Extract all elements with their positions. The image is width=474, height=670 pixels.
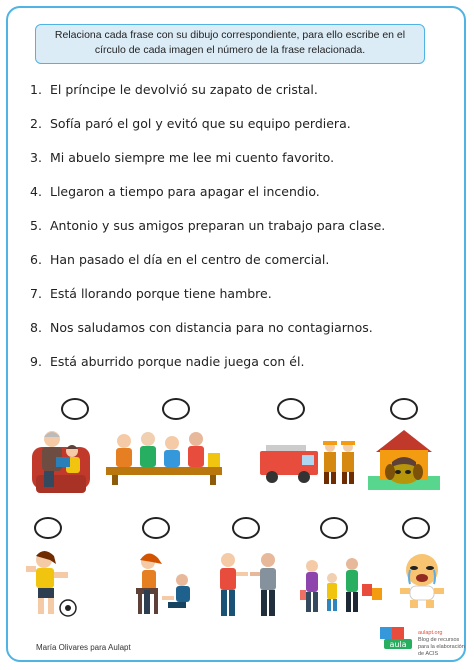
blog-description: Blog de recursos para la elaboración de ACIS (418, 637, 465, 657)
answer-circle-4[interactable] (390, 398, 418, 420)
sentence-item (30, 314, 450, 348)
aulapt-logo-icon (380, 625, 414, 651)
sentence-text: Llegaron a tiempo para apagar el incendio. (50, 184, 320, 199)
grandpa-reading-icon (30, 425, 92, 497)
sentence-text: Antonio y sus amigos preparan un trabajo para clase. (50, 218, 386, 233)
sentence-item (30, 246, 450, 280)
answer-circle-7[interactable] (232, 517, 260, 539)
sentence-text: Mi abuelo siempre me lee mi cuento favorito. (50, 150, 335, 165)
kids-classroom-icon (104, 427, 224, 485)
prince-shoe-icon (118, 550, 208, 620)
sentence-item (30, 110, 450, 144)
answer-circle-9[interactable] (402, 517, 430, 539)
answer-circle-3[interactable] (277, 398, 305, 420)
sentence-item (30, 348, 450, 382)
sentence-number: 4. (30, 184, 42, 199)
author-credit: María Olivares para Aulapt (36, 643, 131, 652)
sentence-item (30, 280, 450, 314)
sentence-number: 1. (30, 82, 42, 97)
logo-text: aula (389, 640, 407, 649)
sentence-item (30, 178, 450, 212)
sad-dog-icon (368, 428, 440, 490)
sentence-text: El príncipe le devolvió su zapato de cristal. (50, 82, 318, 97)
greeting-distance-icon (212, 550, 286, 622)
sentence-text: Está aburrido porque nadie juega con él. (50, 354, 305, 369)
instructions-box (35, 24, 425, 64)
sentence-text: Sofía paró el gol y evitó que su equipo perdiera. (50, 116, 351, 131)
sentence-number: 2. (30, 116, 42, 131)
answer-circle-1[interactable] (61, 398, 89, 420)
family-shopping-icon (300, 554, 384, 618)
sentence-number: 6. (30, 252, 42, 267)
sentence-text: Nos saludamos con distancia para no contagiarnos. (50, 320, 373, 335)
instructions-text: Relaciona cada frase con su dibujo correspondiente, para ello escribe en el círculo de cada imagen el número de la frase relacionada. (54, 29, 406, 56)
sentence-number: 8. (30, 320, 42, 335)
sentence-item (30, 212, 450, 246)
crying-baby-icon (392, 548, 456, 612)
answer-circle-5[interactable] (34, 517, 62, 539)
sentence-number: 7. (30, 286, 42, 301)
sentence-list (30, 76, 450, 382)
sentence-item (30, 76, 450, 110)
sentence-number: 5. (30, 218, 42, 233)
blog-info (418, 630, 466, 658)
goalkeeper-girl-icon (20, 546, 82, 622)
sentence-text: Está llorando porque tiene hambre. (50, 286, 272, 301)
sentence-number: 9. (30, 354, 42, 369)
answer-circle-8[interactable] (320, 517, 348, 539)
sentence-text: Han pasado el día en el centro de comercial. (50, 252, 330, 267)
firefighters-icon (258, 437, 360, 485)
answer-circle-2[interactable] (162, 398, 190, 420)
answer-circle-6[interactable] (142, 517, 170, 539)
sentence-number: 3. (30, 150, 42, 165)
blog-url: aulapt.org (418, 630, 443, 636)
sentence-item (30, 144, 450, 178)
